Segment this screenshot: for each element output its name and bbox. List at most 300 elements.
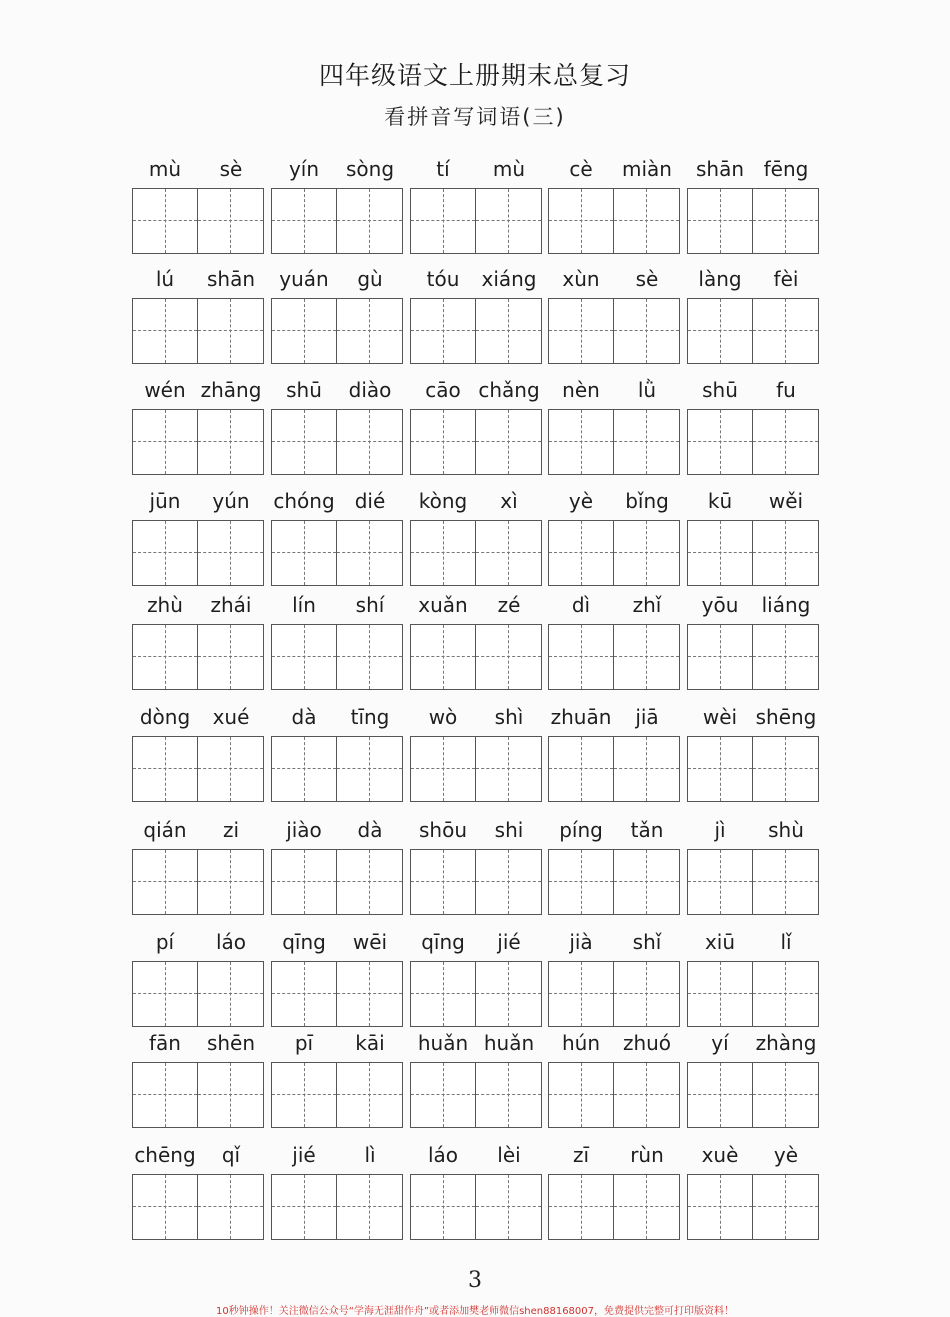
- pinyin-syllable: tóu: [426, 267, 460, 291]
- character-cell[interactable]: [614, 737, 679, 801]
- pinyin-syllable: kòng: [418, 489, 468, 513]
- pinyin-syllable: bǐng: [625, 489, 669, 513]
- guide-line-vertical: [369, 410, 370, 474]
- guide-line-vertical: [646, 962, 647, 1026]
- pinyin-syllable: chóng: [273, 489, 335, 513]
- pinyin-syllable: miàn: [622, 157, 672, 181]
- guide-line-vertical: [581, 189, 582, 253]
- tianzige-writing-box[interactable]: [548, 1062, 680, 1128]
- page-subtitle: 看拼音写词语(三): [384, 105, 566, 129]
- guide-line-vertical: [443, 1063, 444, 1127]
- tianzige-writing-box[interactable]: [687, 849, 819, 915]
- guide-line-vertical: [785, 962, 786, 1026]
- pinyin-syllable: diào: [348, 378, 392, 402]
- character-cell[interactable]: [198, 625, 263, 689]
- tianzige-writing-box[interactable]: [548, 1174, 680, 1240]
- guide-line-vertical: [230, 962, 231, 1026]
- pinyin-syllable: zī: [572, 1143, 590, 1167]
- character-cell[interactable]: [614, 850, 679, 914]
- character-cell[interactable]: [688, 299, 753, 363]
- guide-line-vertical: [369, 1175, 370, 1239]
- guide-line-vertical: [508, 737, 509, 801]
- character-cell[interactable]: [549, 1175, 614, 1239]
- character-cell[interactable]: [411, 1175, 476, 1239]
- tianzige-writing-box[interactable]: [687, 298, 819, 364]
- character-cell[interactable]: [198, 189, 263, 253]
- pinyin-syllable: xiáng: [481, 267, 537, 291]
- character-cell[interactable]: [198, 850, 263, 914]
- character-cell[interactable]: [476, 625, 541, 689]
- pinyin-syllable: cāo: [425, 378, 461, 402]
- tianzige-writing-box[interactable]: [548, 298, 680, 364]
- pinyin-syllable: fèi: [773, 267, 799, 291]
- character-cell[interactable]: [272, 410, 337, 474]
- character-cell[interactable]: [549, 962, 614, 1026]
- guide-line-vertical: [646, 189, 647, 253]
- pinyin-syllable: yè: [568, 489, 594, 513]
- guide-line-vertical: [369, 737, 370, 801]
- character-cell[interactable]: [337, 850, 402, 914]
- character-cell[interactable]: [198, 410, 263, 474]
- guide-line-vertical: [304, 1063, 305, 1127]
- pinyin-syllable: dà: [291, 705, 317, 729]
- character-cell[interactable]: [272, 189, 337, 253]
- character-cell[interactable]: [337, 521, 402, 585]
- pinyin-syllable: shi: [494, 818, 524, 842]
- guide-line-vertical: [165, 962, 166, 1026]
- character-cell[interactable]: [476, 410, 541, 474]
- character-cell[interactable]: [411, 189, 476, 253]
- pinyin-syllable: lú: [155, 267, 175, 291]
- guide-line-vertical: [720, 850, 721, 914]
- character-cell[interactable]: [133, 521, 198, 585]
- character-cell[interactable]: [753, 1175, 818, 1239]
- tianzige-writing-box[interactable]: [410, 849, 542, 915]
- character-cell[interactable]: [337, 1063, 402, 1127]
- tianzige-writing-box[interactable]: [687, 736, 819, 802]
- guide-line-vertical: [646, 850, 647, 914]
- pinyin-syllable: dì: [571, 593, 591, 617]
- character-cell[interactable]: [549, 521, 614, 585]
- pinyin-syllable: yín: [288, 157, 320, 181]
- guide-line-vertical: [369, 1063, 370, 1127]
- tianzige-writing-box[interactable]: [271, 1174, 403, 1240]
- guide-line-vertical: [304, 1175, 305, 1239]
- character-cell[interactable]: [614, 625, 679, 689]
- tianzige-writing-box[interactable]: [410, 520, 542, 586]
- guide-line-vertical: [443, 850, 444, 914]
- tianzige-writing-box[interactable]: [132, 1174, 264, 1240]
- pinyin-syllable: shì: [494, 705, 524, 729]
- tianzige-writing-box[interactable]: [132, 298, 264, 364]
- pinyin-syllable: wěi: [768, 489, 804, 513]
- tianzige-writing-box[interactable]: [410, 409, 542, 475]
- pinyin-syllable: yuán: [279, 267, 329, 291]
- guide-line-vertical: [304, 737, 305, 801]
- character-cell[interactable]: [688, 521, 753, 585]
- guide-line-vertical: [581, 1175, 582, 1239]
- pinyin-syllable: cè: [569, 157, 593, 181]
- character-cell[interactable]: [688, 850, 753, 914]
- pinyin-syllable: jià: [569, 930, 593, 954]
- character-cell[interactable]: [753, 189, 818, 253]
- character-cell[interactable]: [688, 962, 753, 1026]
- character-cell[interactable]: [411, 521, 476, 585]
- pinyin-syllable: láo: [215, 930, 247, 954]
- character-cell[interactable]: [753, 521, 818, 585]
- guide-line-vertical: [785, 625, 786, 689]
- character-cell[interactable]: [337, 410, 402, 474]
- guide-line-vertical: [720, 962, 721, 1026]
- tianzige-writing-box[interactable]: [687, 624, 819, 690]
- tianzige-writing-box[interactable]: [687, 1174, 819, 1240]
- pinyin-syllable: zi: [222, 818, 240, 842]
- tianzige-writing-box[interactable]: [687, 409, 819, 475]
- pinyin-syllable: mù: [148, 157, 182, 181]
- guide-line-vertical: [785, 1175, 786, 1239]
- guide-line-vertical: [785, 737, 786, 801]
- guide-line-vertical: [304, 299, 305, 363]
- character-cell[interactable]: [411, 850, 476, 914]
- pinyin-syllable: jiā: [635, 705, 659, 729]
- character-cell[interactable]: [337, 737, 402, 801]
- character-cell[interactable]: [753, 1063, 818, 1127]
- character-cell[interactable]: [476, 1063, 541, 1127]
- tianzige-writing-box[interactable]: [687, 520, 819, 586]
- pinyin-syllable: yún: [212, 489, 250, 513]
- character-cell[interactable]: [614, 299, 679, 363]
- guide-line-vertical: [720, 1063, 721, 1127]
- pinyin-syllable: zhuān: [550, 705, 612, 729]
- guide-line-vertical: [581, 299, 582, 363]
- tianzige-writing-box[interactable]: [410, 624, 542, 690]
- tianzige-writing-box[interactable]: [132, 736, 264, 802]
- pinyin-syllable: qián: [143, 818, 187, 842]
- pinyin-syllable: shēng: [755, 705, 817, 729]
- pinyin-syllable: shān: [206, 267, 256, 291]
- character-cell[interactable]: [753, 625, 818, 689]
- character-cell[interactable]: [549, 850, 614, 914]
- tianzige-writing-box[interactable]: [132, 624, 264, 690]
- character-cell[interactable]: [614, 521, 679, 585]
- pinyin-syllable: xuǎn: [418, 593, 468, 617]
- tianzige-writing-box[interactable]: [548, 624, 680, 690]
- pinyin-syllable: lì: [364, 1143, 376, 1167]
- pinyin-syllable: yōu: [701, 593, 739, 617]
- tianzige-writing-box[interactable]: [132, 520, 264, 586]
- character-cell[interactable]: [133, 410, 198, 474]
- guide-line-vertical: [230, 299, 231, 363]
- pinyin-syllable: zhái: [210, 593, 252, 617]
- tianzige-writing-box[interactable]: [271, 298, 403, 364]
- pinyin-syllable: shí: [355, 593, 385, 617]
- pinyin-syllable: wèi: [702, 705, 738, 729]
- character-cell[interactable]: [753, 962, 818, 1026]
- character-cell[interactable]: [549, 737, 614, 801]
- pinyin-syllable: jié: [292, 1143, 316, 1167]
- pinyin-syllable: kū: [707, 489, 733, 513]
- character-cell[interactable]: [133, 850, 198, 914]
- guide-line-vertical: [720, 189, 721, 253]
- tianzige-writing-box[interactable]: [548, 520, 680, 586]
- pinyin-syllable: zhuó: [622, 1031, 672, 1055]
- character-cell[interactable]: [198, 962, 263, 1026]
- pinyin-syllable: jié: [497, 930, 521, 954]
- tianzige-writing-box[interactable]: [132, 849, 264, 915]
- pinyin-syllable: tīng: [350, 705, 390, 729]
- guide-line-vertical: [646, 737, 647, 801]
- guide-line-vertical: [165, 521, 166, 585]
- tianzige-writing-box[interactable]: [548, 961, 680, 1027]
- character-cell[interactable]: [688, 189, 753, 253]
- pinyin-syllable: zhǐ: [632, 593, 662, 617]
- pinyin-syllable: shū: [286, 378, 322, 402]
- tianzige-writing-box[interactable]: [132, 1062, 264, 1128]
- character-cell[interactable]: [753, 737, 818, 801]
- character-cell[interactable]: [476, 1175, 541, 1239]
- tianzige-writing-box[interactable]: [132, 188, 264, 254]
- character-cell[interactable]: [198, 1063, 263, 1127]
- pinyin-syllable: sòng: [345, 157, 395, 181]
- pinyin-syllable: jiào: [286, 818, 322, 842]
- character-cell[interactable]: [753, 299, 818, 363]
- guide-line-vertical: [165, 1063, 166, 1127]
- guide-line-vertical: [581, 850, 582, 914]
- tianzige-writing-box[interactable]: [410, 961, 542, 1027]
- guide-line-vertical: [165, 850, 166, 914]
- guide-line-vertical: [646, 299, 647, 363]
- tianzige-writing-box[interactable]: [548, 409, 680, 475]
- pinyin-syllable: shū: [702, 378, 738, 402]
- character-cell[interactable]: [337, 962, 402, 1026]
- character-cell[interactable]: [272, 1063, 337, 1127]
- pinyin-syllable: tǎn: [630, 818, 664, 842]
- guide-line-vertical: [785, 521, 786, 585]
- pinyin-syllable: lǜ: [637, 378, 657, 402]
- guide-line-vertical: [304, 521, 305, 585]
- page-title: 四年级语文上册期末总复习: [318, 61, 631, 90]
- tianzige-writing-box[interactable]: [271, 849, 403, 915]
- pinyin-syllable: jì: [714, 818, 726, 842]
- guide-line-vertical: [720, 1175, 721, 1239]
- tianzige-writing-box[interactable]: [132, 409, 264, 475]
- character-cell[interactable]: [688, 625, 753, 689]
- pinyin-syllable: gù: [357, 267, 383, 291]
- tianzige-writing-box[interactable]: [548, 188, 680, 254]
- guide-line-vertical: [304, 189, 305, 253]
- pinyin-syllable: dié: [354, 489, 386, 513]
- footer-notice: 10秒钟操作！关注微信公众号“学海无涯甜作舟”或者添加樊老师微信shen88168007，免费提供完整可打印版资料！: [215, 1306, 735, 1317]
- character-cell[interactable]: [272, 850, 337, 914]
- tianzige-writing-box[interactable]: [271, 520, 403, 586]
- character-cell[interactable]: [476, 737, 541, 801]
- character-cell[interactable]: [337, 299, 402, 363]
- guide-line-vertical: [165, 625, 166, 689]
- character-cell[interactable]: [688, 737, 753, 801]
- tianzige-writing-box[interactable]: [271, 736, 403, 802]
- guide-line-vertical: [443, 962, 444, 1026]
- pinyin-syllable: qǐ: [221, 1143, 241, 1167]
- character-cell[interactable]: [614, 189, 679, 253]
- guide-line-vertical: [646, 410, 647, 474]
- character-cell[interactable]: [133, 962, 198, 1026]
- tianzige-writing-box[interactable]: [271, 961, 403, 1027]
- pinyin-syllable: yè: [773, 1143, 799, 1167]
- guide-line-vertical: [508, 521, 509, 585]
- character-cell[interactable]: [411, 410, 476, 474]
- character-cell[interactable]: [133, 1175, 198, 1239]
- guide-line-vertical: [508, 299, 509, 363]
- character-cell[interactable]: [476, 962, 541, 1026]
- character-cell[interactable]: [688, 1175, 753, 1239]
- pinyin-syllable: huǎn: [483, 1031, 535, 1055]
- guide-line-vertical: [785, 410, 786, 474]
- pinyin-syllable: pī: [294, 1031, 314, 1055]
- pinyin-syllable: xì: [500, 489, 518, 513]
- character-cell[interactable]: [272, 299, 337, 363]
- pinyin-syllable: zhàng: [755, 1031, 817, 1055]
- character-cell[interactable]: [133, 189, 198, 253]
- character-cell[interactable]: [549, 1063, 614, 1127]
- character-cell[interactable]: [272, 625, 337, 689]
- character-cell[interactable]: [198, 521, 263, 585]
- pinyin-syllable: zhù: [147, 593, 183, 617]
- character-cell[interactable]: [272, 962, 337, 1026]
- pinyin-syllable: yí: [711, 1031, 729, 1055]
- pinyin-syllable: qīng: [421, 930, 465, 954]
- guide-line-vertical: [581, 521, 582, 585]
- guide-line-vertical: [646, 521, 647, 585]
- character-cell[interactable]: [198, 1175, 263, 1239]
- guide-line-vertical: [785, 850, 786, 914]
- guide-line-vertical: [304, 850, 305, 914]
- character-cell[interactable]: [272, 1175, 337, 1239]
- tianzige-writing-box[interactable]: [687, 188, 819, 254]
- character-cell[interactable]: [476, 850, 541, 914]
- guide-line-vertical: [508, 850, 509, 914]
- guide-line-vertical: [785, 189, 786, 253]
- character-cell[interactable]: [411, 962, 476, 1026]
- pinyin-syllable: dòng: [139, 705, 191, 729]
- pinyin-syllable: pí: [155, 930, 175, 954]
- guide-line-vertical: [443, 625, 444, 689]
- character-cell[interactable]: [549, 410, 614, 474]
- pinyin-syllable: lǐ: [780, 930, 792, 954]
- tianzige-writing-box[interactable]: [271, 624, 403, 690]
- character-cell[interactable]: [272, 737, 337, 801]
- pinyin-syllable: shēn: [206, 1031, 256, 1055]
- character-cell[interactable]: [411, 299, 476, 363]
- pinyin-syllable: wén: [144, 378, 186, 402]
- tianzige-writing-box[interactable]: [410, 298, 542, 364]
- pinyin-syllable: zhāng: [200, 378, 262, 402]
- pinyin-syllable: làng: [698, 267, 742, 291]
- page-number: 3: [468, 1268, 482, 1293]
- pinyin-syllable: píng: [559, 818, 603, 842]
- character-cell[interactable]: [411, 625, 476, 689]
- tianzige-writing-box[interactable]: [271, 1062, 403, 1128]
- pinyin-syllable: shǐ: [632, 930, 662, 954]
- pinyin-syllable: fu: [776, 378, 796, 402]
- character-cell[interactable]: [411, 1063, 476, 1127]
- tianzige-writing-box[interactable]: [548, 736, 680, 802]
- guide-line-vertical: [443, 189, 444, 253]
- character-cell[interactable]: [198, 737, 263, 801]
- character-cell[interactable]: [272, 521, 337, 585]
- character-cell[interactable]: [476, 299, 541, 363]
- guide-line-vertical: [443, 521, 444, 585]
- pinyin-syllable: xué: [212, 705, 250, 729]
- tianzige-writing-box[interactable]: [271, 409, 403, 475]
- pinyin-syllable: liáng: [761, 593, 811, 617]
- tianzige-writing-box[interactable]: [687, 961, 819, 1027]
- character-cell[interactable]: [614, 1175, 679, 1239]
- tianzige-writing-box[interactable]: [687, 1062, 819, 1128]
- character-cell[interactable]: [753, 410, 818, 474]
- guide-line-vertical: [720, 299, 721, 363]
- character-cell[interactable]: [614, 410, 679, 474]
- character-cell[interactable]: [614, 1063, 679, 1127]
- guide-line-vertical: [230, 1175, 231, 1239]
- tianzige-writing-box[interactable]: [410, 188, 542, 254]
- pinyin-syllable: dà: [357, 818, 383, 842]
- tianzige-writing-box[interactable]: [410, 736, 542, 802]
- character-cell[interactable]: [476, 189, 541, 253]
- tianzige-writing-box[interactable]: [410, 1062, 542, 1128]
- character-cell[interactable]: [688, 410, 753, 474]
- pinyin-syllable: xuè: [701, 1143, 739, 1167]
- guide-line-vertical: [165, 299, 166, 363]
- pinyin-syllable: huǎn: [417, 1031, 469, 1055]
- character-cell[interactable]: [133, 299, 198, 363]
- character-cell[interactable]: [614, 962, 679, 1026]
- character-cell[interactable]: [133, 1063, 198, 1127]
- guide-line-vertical: [785, 1063, 786, 1127]
- guide-line-vertical: [230, 521, 231, 585]
- character-cell[interactable]: [549, 299, 614, 363]
- character-cell[interactable]: [133, 737, 198, 801]
- pinyin-syllable: sè: [219, 157, 243, 181]
- tianzige-writing-box[interactable]: [410, 1174, 542, 1240]
- guide-line-vertical: [443, 1175, 444, 1239]
- guide-line-vertical: [165, 189, 166, 253]
- guide-line-vertical: [508, 625, 509, 689]
- guide-line-vertical: [369, 625, 370, 689]
- pinyin-syllable: xiū: [704, 930, 736, 954]
- guide-line-vertical: [581, 410, 582, 474]
- character-cell[interactable]: [753, 850, 818, 914]
- character-cell[interactable]: [337, 189, 402, 253]
- guide-line-vertical: [165, 410, 166, 474]
- character-cell[interactable]: [337, 1175, 402, 1239]
- guide-line-vertical: [508, 962, 509, 1026]
- character-cell[interactable]: [411, 737, 476, 801]
- guide-line-vertical: [646, 1063, 647, 1127]
- tianzige-writing-box[interactable]: [548, 849, 680, 915]
- pinyin-syllable: lèi: [497, 1143, 521, 1167]
- tianzige-writing-box[interactable]: [132, 961, 264, 1027]
- tianzige-writing-box[interactable]: [271, 188, 403, 254]
- character-cell[interactable]: [549, 189, 614, 253]
- character-cell[interactable]: [549, 625, 614, 689]
- character-cell[interactable]: [337, 625, 402, 689]
- character-cell[interactable]: [133, 625, 198, 689]
- character-cell[interactable]: [198, 299, 263, 363]
- character-cell[interactable]: [476, 521, 541, 585]
- pinyin-syllable: tí: [436, 157, 450, 181]
- character-cell[interactable]: [688, 1063, 753, 1127]
- guide-line-vertical: [785, 299, 786, 363]
